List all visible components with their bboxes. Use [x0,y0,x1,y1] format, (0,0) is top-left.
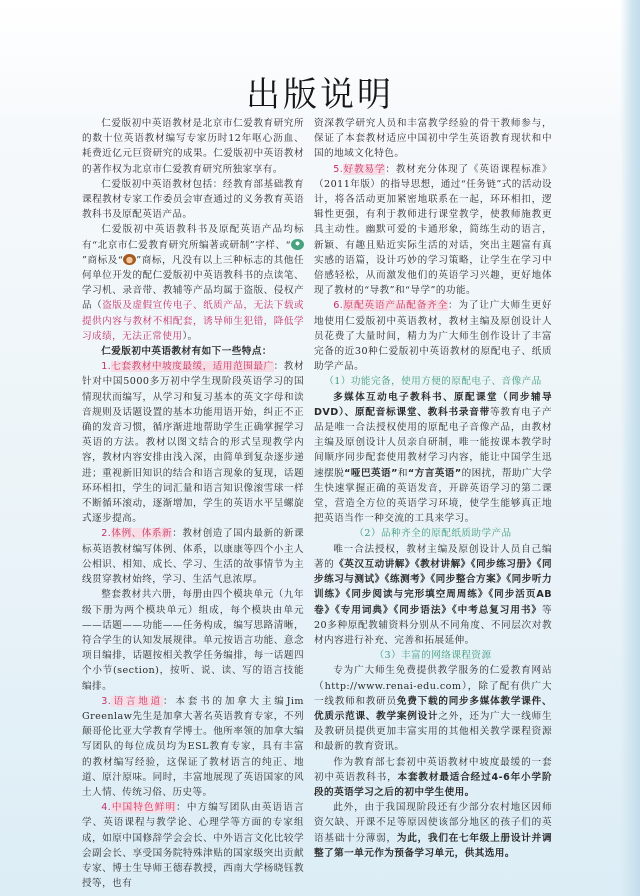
book-list: 《英汉互动讲解》《教材讲解》《同步练习册》《同步练习与测试》《练测考》《同步整合方案》《同步听力训练》《同步阅读与完形填空周周练》《同步活页AB卷》《专用词典》《同步语法》《中考总复习用书》 [314,558,552,616]
subsection-3-body: 专为广大师生免费提供教学服务的仁爱教育网站（http://www.renai-edu.com），除了配有供广大一线教师和教研员免费下载的同步多媒体教学课件、优质示范课、教学案例设计之外，还为广大一线师生及教研员提供更加丰富实用的其他相关教学课程资源和最新的教育资讯。 [314,665,552,753]
left-column [82,116,304,891]
renai-green-logo-icon [291,239,304,250]
subsection-1-body: 多媒体互动电子教科书、原配课堂（同步辅导DVD）、原配音标课堂、教科书录音带等教育电子产品是唯一合法授权使用的原配电子音像产品，由教材主编及原创设计人员亲自研制，唯一能按课本教学时间顺序同步配套使用教材学习内容，能让中国学生迅速摆脱“哑巴英语”和“方言英语”的困扰，帮助广大学生快速掌握正确的英语发音，开辟英语学习的第二课堂，营造全方位的英语学习环境，使学生能够真正地把英语当作一种交流的工具来学习。 [314,391,553,525]
features-heading: 仁爱版初中英语教材有如下一些特点： [101,346,272,358]
piracy-warning: 盗版及虚假宣传电子、纸质产品，无法下载或提供内容与教材不相配套，诱导师生犯错，降低学习成绩，无法正常使用 [82,300,304,342]
feature-6: 6.原配英语产品配备齐全：为了让广大师生更好地使用仁爱版初中英语教材，教材主编及原创设计人员花费了大量时间，精力为广大师生创作设计了丰富完备的近30种仁爱版初中英语教材的原配电子、纸质助学产品。 [314,300,553,373]
contents-paragraph: 仁爱版初中英语教材包括：经教育部基础教育课程教材专家工作委员会审查通过的义务教育英语教科书及原配英语产品。 [82,178,304,221]
feature-4: 4.中国特色鲜明：中方编写团队由英语语言学、英语课程与教学论、心理学等方面的专家组成，如原中国修辞学会会长、中外语言文化比较学会副会长、享受国务院特殊津贴的国家级突出贡献专家、博士生导师王德春教授，西南大学杨晓钰教授等，也有 [82,802,305,890]
feature-3: 3.语言地道：本套书的加拿大主编Jim Greenlaw先生是加拿大著名英语教育专家，不列颠哥伦比亚大学教育学博士。他所率领的加拿大编写团队的每位成员均为ESL教育专家，具有丰富的教材编写经验，这保证了教材语言的纯正、地道、原汁原味。同时，丰富地展现了英语国家的风土人情、传统习俗、历史等。 [82,695,304,798]
subsection-2-body: 唯一合法授权，教材主编及原创设计人员自己编著的《英汉互动讲解》《教材讲解》《同步练习册》《同步练习与测试》《练测考》《同步整合方案》《同步听力训练》《同步阅读与完形填空周周练》《同步活页AB卷》《专用词典》《同步语法》《中考总复习用书》等20多种原配教辅资料分别从不同角度、不同层次对教材内容进行补充、完善和拓展延伸。 [314,543,552,646]
feature-1: 1.七套教材中坡度最缓，适用范围最广：教材针对中国5000多万初中学生现阶段英语学习的国情现状而编写，从学习和复习基本的英文字母和读音规则及话题设置的基本功能用语开始，纠正不正确的发音习惯，循序渐进地帮助学生正确掌握学习英语的方法。教材以图文结合的形式呈现教学内容，教材内容安排由浅入深，由简单到复杂逐步递进；重视新旧知识的结合和语言现象的复现，话题环环相扣，学生的词汇量和语言知识像滚雪球一样不断循环滚动，逐渐增加，学生的英语水平呈螺旋式逐步提高。 [82,361,304,525]
rural-paragraph: 此外，由于我国现阶段还有少部分农村地区因师资欠缺、开课不足等原因使该部分地区的孩子们的英语基础十分薄弱，为此，我们在七年级上册设计并调整了第一单元作为预备学习单元，供其选用。 [314,802,552,859]
page-title: 出版说明 [246,74,394,115]
feature-4-title: 中国特色鲜明 [111,802,177,814]
feature-1-title: 七套教材中坡度最缓，适用范围最广 [111,361,274,373]
feature-6-title: 原配英语产品配备齐全 [343,300,449,312]
subsection-3-title: （3）丰富的网络课程资源 [374,650,492,662]
renai-face-logo-icon [123,254,136,265]
subsection-2-title: （2）品种齐全的原配纸质助学产品 [354,528,512,540]
suitability-paragraph: 作为教育部七套初中英语教材中坡度最缓的一套初中英语教科书，本套教材最适合经过4-6年小学阶段的英语学习之后的初中学生使用。 [314,756,552,798]
page-edge-strip [620,0,640,896]
feature-5-title: 好教易学 [343,163,386,175]
feature-2-title: 体例、体系新 [111,528,173,540]
subsection-1-title: （1）功能完备，使用方便的原配电子、音像产品 [324,376,542,388]
feature-4-continued: 资深教学研究人员和丰富教学经验的骨干教师参与，保证了本套教材适应中国初中学生英语教育现状和中国的地域文化特色。 [314,118,552,160]
intro-paragraph: 仁爱版初中英语教材是北京市仁爱教育研究所的数十位英语教材编写专家历时12年呕心沥血、耗费近亿元巨资研究的成果。仁爱版初中英语教材的著作权为北京市仁爱教育研究所独家享有。 [82,118,304,175]
feature-2: 2.体例、体系新：教材创造了国内最新的新课标英语教材编写体例、体系，以康康等四个小主人公相识、相知、成长、学习、生活的故事情节为主线贯穿教材始终，学习、生活气息浓厚。 [82,528,304,586]
feature-3-title: 语言地道 [111,695,164,707]
feature-5: 5.好教易学：教材充分体现了《英语课程标准》（2011年版）的指导思想，通过“任务链”式的活动设计，将各活动更加紧密地联系在一起，环环相扣，逻辑性更强，有利于教师进行课堂教学，使教师施教更具主动性。幽默可爱的卡通形象，简练生动的语言，新颖、有趣且贴近实际生活的对话，突出主题富有真实感的语篇，设计巧妙的学习策略，让学生在学习中倍感轻松，从而激发他们的英语学习兴趣，更好地体现了教材的“导教”和“导学”的功能。 [314,163,552,297]
trademark-paragraph: 仁爱版初中英语教科书及原配英语产品均标有“北京市仁爱教育研究所编著或研制”字样、“”商标及“ ”商标，凡没有以上三种标志的其他任何单位开发的配仁爱版初中英语教科书的点读笔、学习机、录音带、教辅等产品均属于盗版、侵权产品（盗版及虚假宣传电子、纸质产品，无法下载或提供内容与教材不相配套，诱导师生犯错，降低学习成绩，无法正常使用）。 [82,224,304,342]
feature-2-structure: 整套教材共六册，每册由四个模块单元（九年级下册为两个模块单元）组成，每个模块由单元——话题——功能——任务构成，编写思路清晰，符合学生的认知发展规律。单元按语言功能、意念项目编排，话题按相关教学任务编排，每一话题四个小节(section)，按听、说、读、写的语言技能编排。 [82,589,304,692]
right-column [314,116,552,861]
